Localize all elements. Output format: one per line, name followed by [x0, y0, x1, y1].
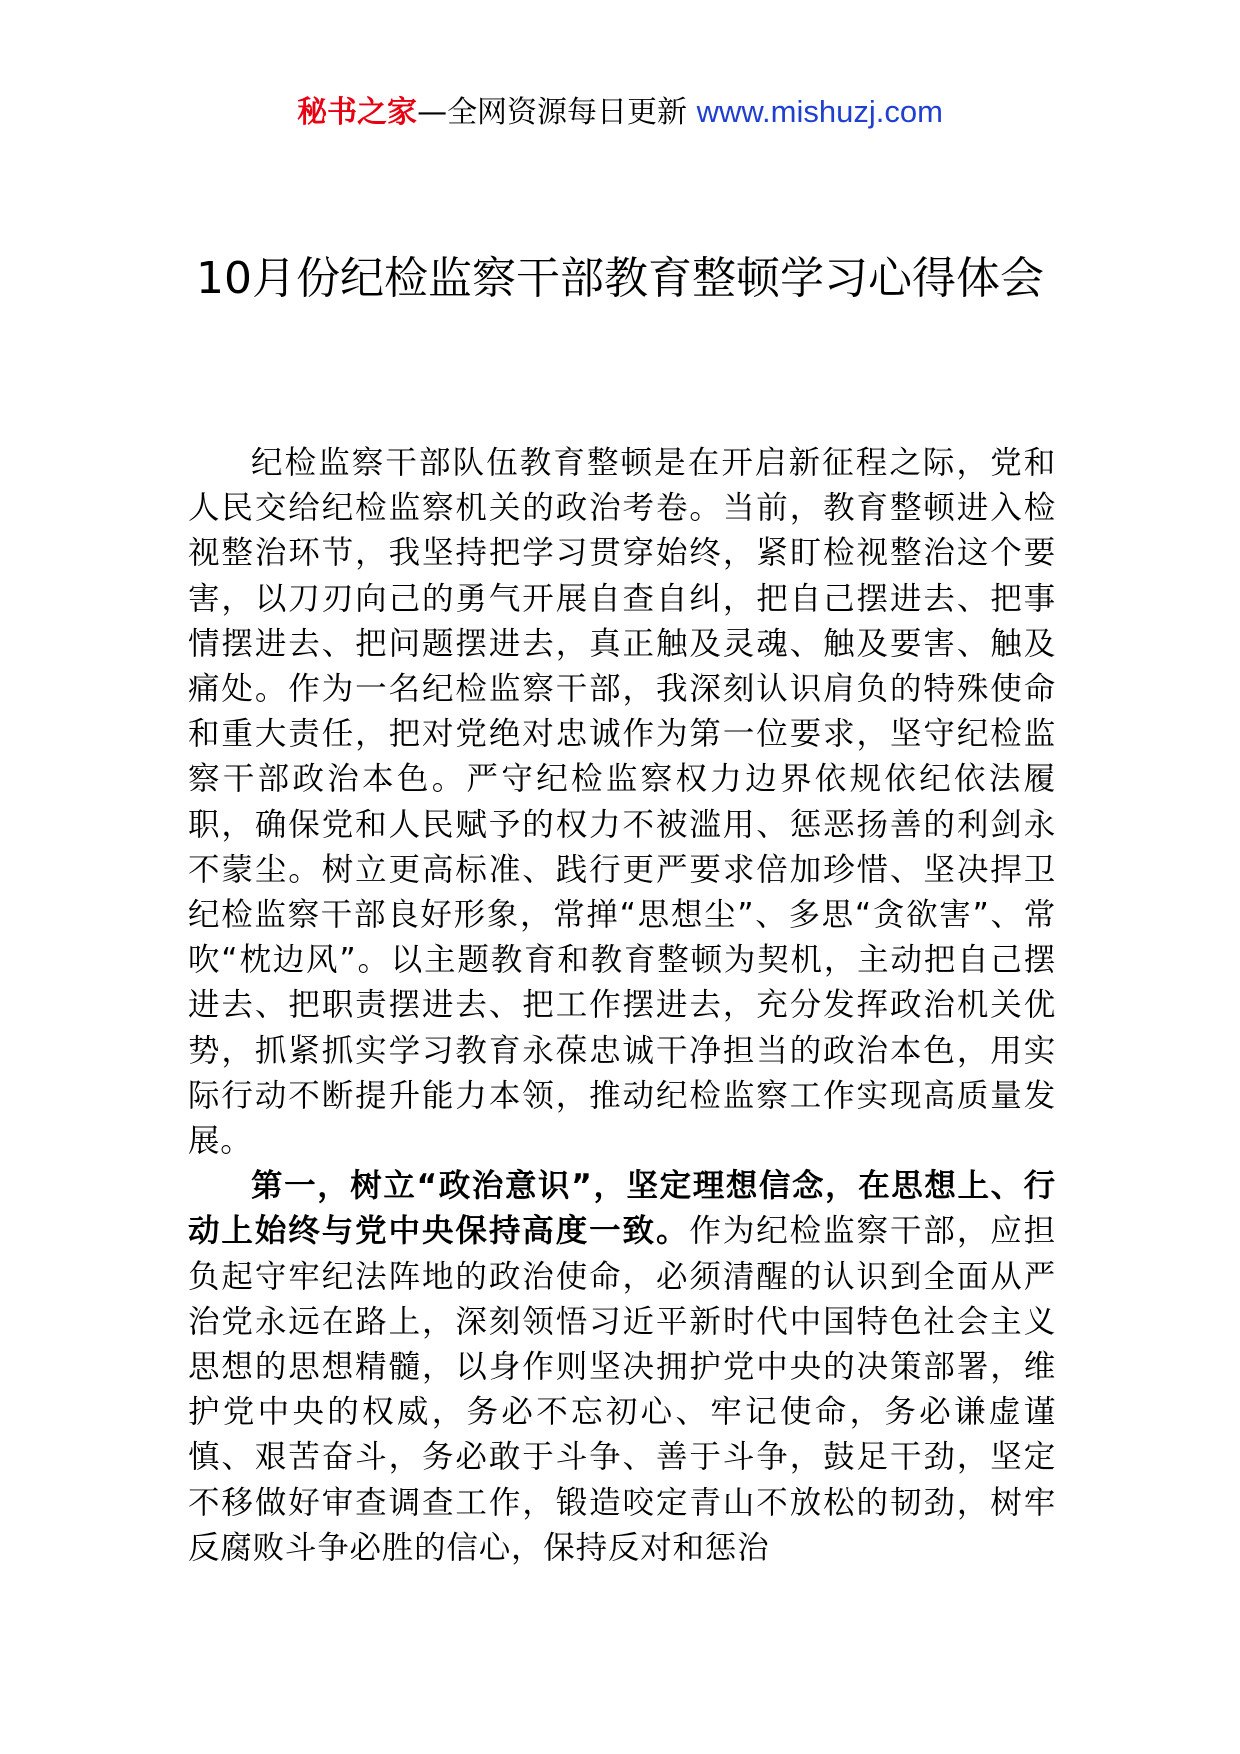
site-brand: 秘书之家: [297, 95, 418, 130]
site-url[interactable]: www.mishuzj.com: [696, 94, 943, 129]
paragraph-first-point-text: 作为纪检监察干部，应担负起守牢纪法阵地的政治使命，必须清醒的认识到全面从严治党永远在路上，深刻领悟习近平新时代中国特色社会主义思想的思想精髓，以身作则坚决拥护党中央的决策部署，维护党中央的权威，务必不忘初心、牢记使命，务必谦虚谨慎、艰苦奋斗，务必敢于斗争、善于斗争，鼓足干劲，坚定不移做好审查调查工作，锻造咬定青山不放松的韧劲，树牢反腐败斗争必胜的信心，保持反对和惩治: [188, 1213, 1056, 1566]
site-header: [0, 92, 1240, 133]
site-tagline: —全网资源每日更新: [417, 95, 697, 130]
paragraph-intro: [188, 441, 1056, 1164]
paragraph-intro-text: 纪检监察干部队伍教育整顿是在开启新征程之际，党和人民交给纪检监察机关的政治考卷。当前，教育整顿进入检视整治环节，我坚持把学习贯穿始终，紧盯检视整治这个要害，以刀刃向己的勇气开展自查自纠，把自己摆进去、把事情摆进去、把问题摆进去，真正触及灵魂、触及要害、触及痛处。作为一名纪检监察干部，我深刻认识肩负的特殊使命和重大责任，把对党绝对忠诚作为第一位要求，坚守纪检监察干部政治本色。严守纪检监察权力边界依规依纪依法履职，确保党和人民赋予的权力不被滥用、惩恶扬善的利剑永不蒙尘。树立更高标准、践行更严要求倍加珍惜、坚决捍卫纪检监察干部良好形象，常掸“思想尘”、多思“贪欲害”、常吹“枕边风”。以主题教育和教育整顿为契机，主动把自己摆进去、把职责摆进去、把工作摆进去，充分发挥政治机关优势，抓紧抓实学习教育永葆忠诚干净担当的政治本色，用实际行动不断提升能力本领，推动纪检监察工作实现高质量发展。: [188, 445, 1056, 1160]
document-title: 10月份纪检监察干部教育整顿学习心得体会: [196, 253, 1044, 304]
paragraph-first-point: [188, 1164, 1056, 1571]
paragraph-first-point-bold: 第一，树立“政治意识”，坚定理想信念，在思想上、行动上始终与党中央保持高度一致。: [188, 1168, 1056, 1250]
document-body: [188, 441, 1056, 1571]
